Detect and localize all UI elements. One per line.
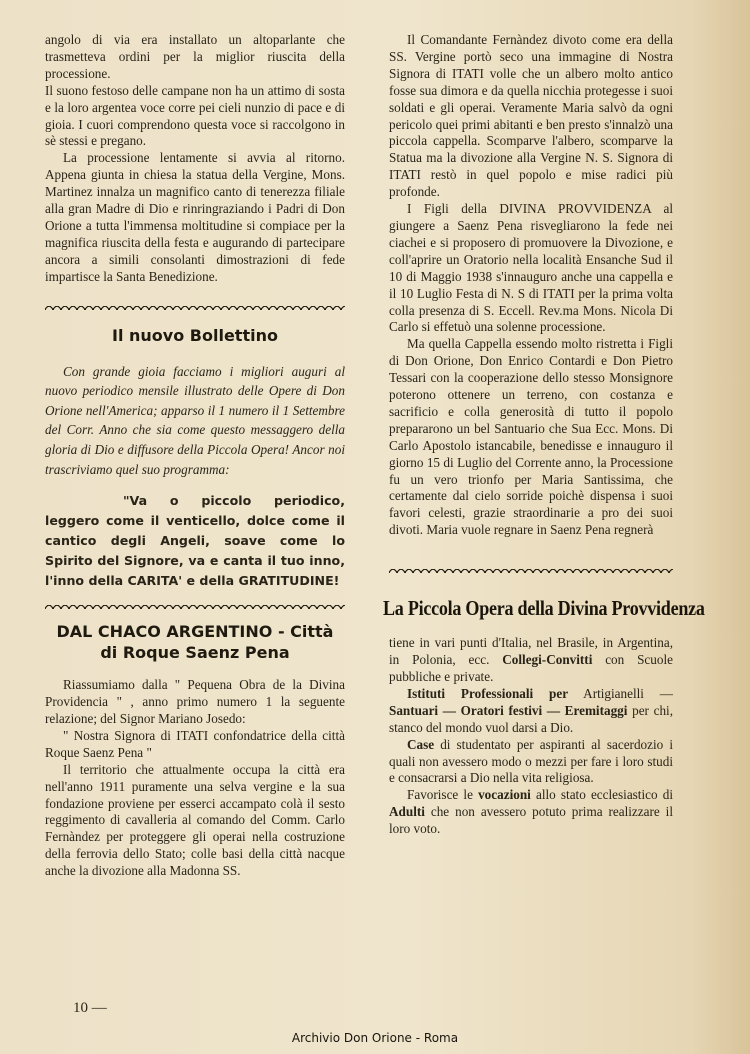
chaco-paragraph-3: Il territorio che attualmente occupa la città era nell'anno 1911 puramente una selva vergine e la sua fondazione proviene per esserci accampato colà il sesto reggimento di cavalleria al comando del Comm. Carlo Fernàndez per proteggere gli operai nella costruzione della ferrovia dello Stato; colle basi della città nacque anche la divozione alla Madonna SS. [45, 761, 345, 879]
bollettino-intro: Con grande gioia facciamo i migliori auguri al nuovo periodico mensile illustrato delle Opere di Don Orione nell'America; apparso il 1 numero il 1 Settembre del Corr. Anno che sia come questo messaggero della gloria di Dio e diffusore della Piccola Opera! Ancor noi trascriviamo quel suo programma: [45, 363, 345, 477]
right-paragraph-2: I Figli della DIVINA PROVVIDENZA al giungere a Saenz Pena risvegliarono la fede nei ciachei e si proposero di promuovere la Divozione, e coll'aprire un Oratorio nella località Ensanche Sud il 10 di Maggio 1938 s'innauguro anche una cappella e il 10 Luglio Festa di N. S di ITATI per la prima volta colla presenza di S. Eccell. Rev.ma Mons. Nicola Di Carlo si effetuò una solenne processione. [389, 201, 673, 335]
opera-paragraph-1 [389, 635, 673, 686]
bollettino-quote: "Va o piccolo periodico, leggero come il venticello, dolce come il cantico degli Angeli, soave come lo Spirito del Signore, va e canta il tuo inno, l'inno della CARITA' e della GRATITUDINE! [45, 493, 345, 589]
opera-bold-text: Adulti [389, 804, 425, 820]
chaco-heading [45, 621, 345, 663]
opera-heading: La Piccola Opera della Divina Provvidenza [383, 596, 705, 621]
opera-paragraph-2 [389, 686, 673, 737]
opera-text: allo stato ecclesiastico di [530, 787, 673, 803]
chaco-heading-line-1: DAL CHACO ARGENTINO - Città [56, 622, 334, 642]
opera-bold-text: Case [407, 736, 435, 752]
left-paragraph-1: angolo di via era installato un altoparlante che trasmetteva ordini per la miglior riuscita della processione. [45, 32, 345, 81]
opera-text: tiene in vari punti d'Italia, nel Brasile, in Argentina, in Polonia, ecc. [389, 635, 673, 668]
opera-bold-text: Istituti Professionali per [407, 685, 569, 701]
right-paragraph-3: Ma quella Cappella essendo molto ristretta i Figli di Don Orione, Don Enrico Contardi e Don Pietro Tessari con la cooperazione dello stesso Monsignore poterono ottenere un terreno, con costanza e sacrificio e colla generosità di tutto il popolo prepararono un bel Santuario che Sua Ecc. Mons. Di Carlo Apostolo istancabile, benedisse e innauguro il giorno 15 di Luglio del Corrente anno, la Processione fu un vero trionfo per Maria Santissima, che certamente dal cielo sorride poichè dispensa i suoi favori celesti, grazie straordinarie a pro dei suoi divoti. Maria vuole regnare in Saenz Pena regnerà [389, 336, 673, 538]
chaco-heading-line-2: di Roque Saenz Pena [100, 643, 290, 663]
left-paragraph-3: La processione lentamente si avvia al ritorno. Appena giunta in chiesa la statua della Vergine, Mons. Martinez innalza un magnifico canto di tenerezza filiale alla gran Madre di Dio e rinringraziando i Padri di Don Orione a tutta l'immensa moltitudine si compiace per la magnifica riuscita della festa e augurando di partecipare ancora a simili consolanti dimostrazioni di fede impartisce la Santa Benedizione. [45, 150, 345, 284]
opera-bold-text: vocazioni [478, 787, 531, 803]
opera-text: che non avessero potuto prima realizzare il loro voto. [389, 804, 673, 837]
chaco-paragraph-1: Riassumiamo dalla " Pequena Obra de la Divina Providencia " , anno primo numero 1 la seguente relazione; del Signor Mariano Josedo: [45, 677, 345, 726]
wavy-divider [45, 302, 345, 310]
wavy-divider [45, 601, 345, 609]
wavy-divider [389, 565, 673, 573]
opera-bold-text: Santuari — Oratori festivi — Eremitaggi [389, 702, 628, 718]
opera-text: di studentato per aspiranti al sacerdozio i quali non avessero modo o mezzi per fare i loro studi e consacrarsi a Dio nella vita religiosa. [389, 736, 673, 786]
archive-footer: Archivio Don Orione - Roma [291, 1031, 459, 1045]
right-column [383, 32, 705, 838]
chaco-paragraph-2: " Nostra Signora di ITATI confondatrice della città Roque Saenz Pena " [45, 727, 345, 760]
left-paragraph-2: Il suono festoso delle campane non ha un attimo di sosta e la loro argentea voce corre pei cieli nunzio di pace e di gioia. I cuori comprendono questa voce si raccolgono in sè stessi e pregano. [45, 82, 345, 149]
opera-text: Artigianelli — [568, 685, 673, 701]
opera-bold-text: Collegi-Convitti [502, 652, 593, 668]
page-number: 10 — [73, 1000, 107, 1016]
opera-paragraph-3 [389, 737, 673, 788]
bollettino-heading: Il nuovo Bollettino [112, 325, 278, 345]
opera-text: per chi, stanco del mondo vuol darsi a Dio. [389, 702, 674, 735]
opera-text: con Scuole pubbliche e private. [389, 652, 673, 684]
opera-paragraph-4 [389, 787, 673, 838]
left-column [45, 32, 345, 880]
right-paragraph-1: Il Comandante Fernàndez divoto come era della SS. Vergine portò seco una immagine di Nostra Signora di ITATI volle che un albero molto antico fosse sua dimora e da quella nicchia protegesse i suoi soldati e gli operai. Veramente Maria salvò da ogni pericolo quei primi abitanti e ben presto s'innalzò una piccola cappella. Scomparve l'albero, scomparve la Statua ma la divozione alla Vergine N. S. Signora di ITATI restò in quel popolo e mise radici più profonde. [389, 32, 673, 200]
opera-text: Favorisce le [407, 787, 479, 803]
